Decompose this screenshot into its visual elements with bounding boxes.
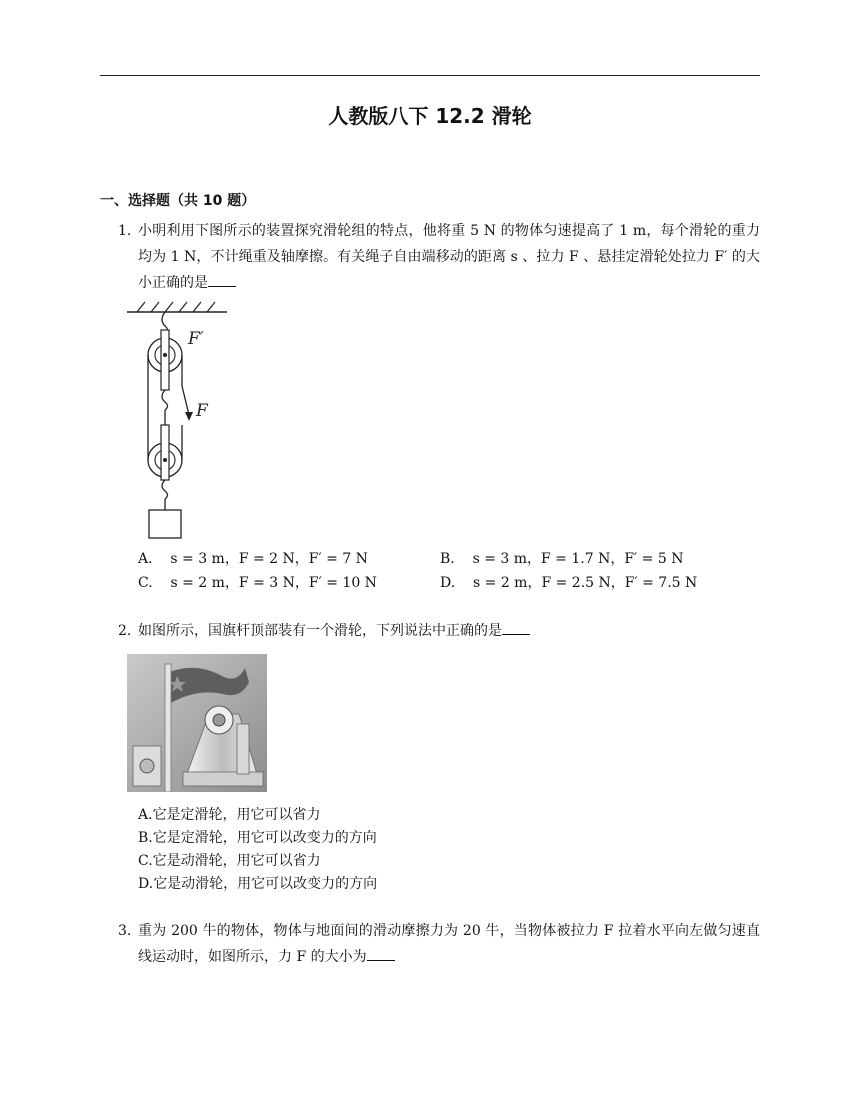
question-2 bbox=[118, 618, 760, 644]
question-number: 3. bbox=[118, 923, 132, 939]
page-title: 人教版八下 12.2 滑轮 bbox=[328, 104, 532, 128]
option-letter: A. bbox=[138, 551, 153, 567]
option-text: s = 2 m，F = 3 N，F′ = 10 N bbox=[170, 575, 377, 591]
answer-blank bbox=[208, 272, 236, 287]
answer-blank bbox=[367, 946, 395, 961]
option-letter: A. bbox=[138, 807, 153, 823]
question-text: 如图所示，国旗杆顶部装有一个滑轮，下列说法中正确的是 bbox=[138, 623, 502, 639]
label-f-prime: F′ bbox=[188, 329, 204, 349]
option-2c[interactable] bbox=[138, 850, 321, 872]
label-f: F bbox=[196, 401, 208, 421]
question-3 bbox=[118, 918, 760, 970]
option-text: s = 3 m，F = 1.7 N，F′ = 5 N bbox=[472, 551, 684, 567]
option-1d[interactable] bbox=[440, 572, 697, 594]
option-letter: B. bbox=[138, 830, 153, 846]
option-letter: B. bbox=[440, 551, 455, 567]
option-2d[interactable] bbox=[138, 873, 377, 895]
option-2b[interactable] bbox=[138, 827, 377, 849]
question-text: 小明利用下图所示的装置探究滑轮组的特点，他将重 5 N 的物体匀速提高了 1 m，每个滑轮的重力均为 1 N，不计绳重及轴摩擦。有关绳子自由端移动的距离 s 、拉力 F 、悬挂定滑轮处拉力 F′ 的大小正确的是 bbox=[138, 223, 760, 291]
option-letter: C. bbox=[138, 853, 153, 869]
question-number: 1. bbox=[118, 223, 132, 239]
option-2a[interactable] bbox=[138, 804, 321, 826]
option-text: 它是动滑轮，用它可以改变力的方向 bbox=[153, 876, 378, 892]
pulley-system-figure bbox=[125, 300, 235, 545]
answer-blank bbox=[502, 620, 530, 635]
option-text: 它是定滑轮，用它可以改变力的方向 bbox=[152, 830, 377, 846]
option-text: s = 2 m，F = 2.5 N，F′ = 7.5 N bbox=[473, 575, 698, 591]
option-letter: D. bbox=[138, 876, 154, 892]
section-heading: 一、选择题（共 10 题） bbox=[100, 193, 256, 209]
option-letter: D. bbox=[440, 575, 456, 591]
flagpole-pulley-photo bbox=[127, 654, 267, 792]
option-text: 它是定滑轮，用它可以省力 bbox=[152, 807, 321, 823]
option-1b[interactable] bbox=[440, 548, 683, 570]
question-1 bbox=[118, 218, 760, 296]
option-1a[interactable] bbox=[138, 548, 368, 570]
option-letter: C. bbox=[138, 575, 153, 591]
option-text: 它是动滑轮，用它可以省力 bbox=[152, 853, 321, 869]
question-text: 重为 200 牛的物体，物体与地面间的滑动摩擦力为 20 牛，当物体被拉力 F 拉着水平向左做匀速直线运动时，如图所示，力 F 的大小为 bbox=[138, 923, 760, 965]
header-rule bbox=[100, 75, 760, 76]
option-1c[interactable] bbox=[138, 572, 377, 594]
question-number: 2. bbox=[118, 623, 132, 639]
option-text: s = 3 m，F = 2 N，F′ = 7 N bbox=[170, 551, 368, 567]
